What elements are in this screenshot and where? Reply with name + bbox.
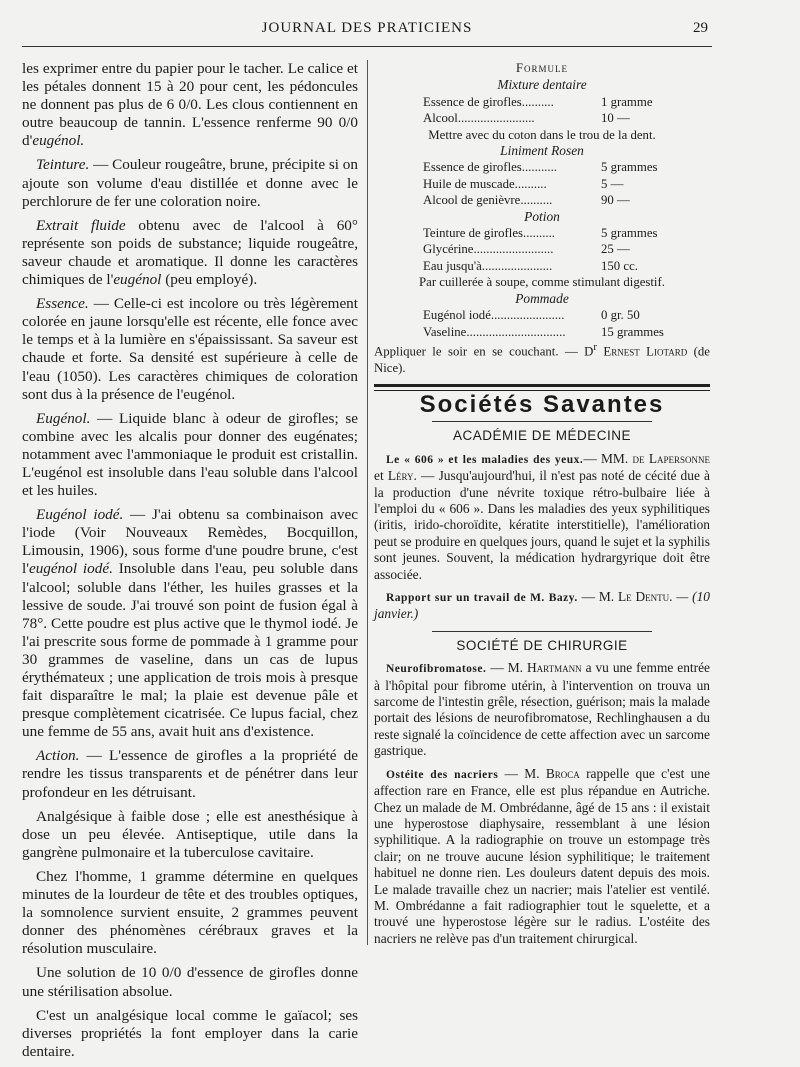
page-number: 29 <box>693 20 708 36</box>
paragraph-lead: Extrait fluide <box>36 216 126 234</box>
paragraph-lead: Le « 606 » et les maladies des yeux. <box>386 453 584 466</box>
author-name: Ernest Liotard <box>596 344 688 359</box>
formula-row <box>374 307 710 323</box>
ingredient-name: Glycérine......................... <box>423 242 554 257</box>
ingredient-name: Huile de muscade.......... <box>423 176 547 191</box>
paragraph-carie: C'est un analgésique local comme le gaïacol; ses diverses propriétés la font employer dans la carie dentaire. <box>22 1006 358 1060</box>
paragraph-eugenol-iode <box>22 506 358 741</box>
right-column <box>374 60 710 953</box>
journal-title: JOURNAL DES PRATICIENS <box>261 20 473 36</box>
paragraph-extrait <box>22 217 358 289</box>
column-divider <box>367 60 368 945</box>
formula-row <box>374 241 710 257</box>
formula-row <box>374 192 710 208</box>
paragraph-text: . — Jusqu'aujourd'hui, il n'est pas noté de cécité due à la production d'une névrite toxique rétro-bulbaire liée à l'emploi du « 606 ». Dans les maladies des yeux syphilitiques (iritis, irido-choroïdite, kératite interstitielle), l'amélioration peut se produire en quelques jours, quand le sujet et la syphilis sont jeunes. Souvent, la médication hydrargyrique doit être associée. <box>374 468 710 582</box>
paragraph-text: — MM. <box>583 450 633 466</box>
paragraph-text: les exprimer entre du papier pour le tacher. Le calice et les pétales donnent 15 à 20 pour cent, les pédoncules ne donnent pas plus de 6 0/0. Les clous contiennent en outre beaucoup de tannin. L'essence renferme 90 0/0 d' <box>22 60 358 150</box>
paragraph-text: — Liquide blanc à odeur de girofles; se combine avec les alcalis pour donner des eugénates; notamment avec l'ammoniaque le produit est cristallin. L'eugénol est insoluble dans l'eau soluble dans l'alcool et les huiles. <box>22 409 358 500</box>
formula-liniment-heading: Liniment Rosen <box>500 143 584 159</box>
chirurgie-paragraph-neurofibromatose <box>374 660 710 759</box>
paragraph-eugenol <box>22 410 358 500</box>
ingredient-amount: 10 — <box>601 111 630 126</box>
paragraph-analgesique: Analgésique à faible dose ; elle est anesthésique à dose un peu élevée. Antiseptique, utile dans la gangrène pulmonaire et la tuberculose cavitaire. <box>22 807 358 861</box>
paragraph-text: obtenu avec de l'alcool à 60° représente son poids de substance; liquide rougeâtre, saveur chaude et aromatique. Il donne les caractères chimiques de l' <box>22 216 358 289</box>
ingredient-name: Teinture de girofles.......... <box>423 226 556 241</box>
left-column <box>22 60 358 1067</box>
formula-row <box>374 258 710 274</box>
chirurgie-paragraph-osteite <box>374 766 710 947</box>
ingredient-amount: 1 gramme <box>601 94 653 109</box>
paragraph-text: rappelle que c'est une affection rare en France, elle est plus répandue en Autriche. Chez un malade de M. Ombrédanne, âgé de 15 ans : il existait une hyperostose diaphysaire, ressemblant à une lésion syphilitique. A la radiographie on trouve un estompage très clair; on ne trouve aucune lésion syphilitique; le traitement habituel ne donne rien. Les douleurs datent depuis des mois. Le malade travaille chez un nacrier; mais l'atelier est ventilé. M. Ombrédanne a fait radiographier tout le squelette, et a trouvé une hyperostose légère sur le radius. L'ostéite des nacriers ne relève pas d'un traitement chirurgical. <box>374 765 710 946</box>
formula-row <box>374 110 710 126</box>
paragraph-text: — M. <box>577 589 618 605</box>
paragraph-text: . <box>669 589 673 605</box>
formula-row <box>374 225 710 241</box>
ingredient-amount: 0 gr. 50 <box>601 308 640 323</box>
formula-row <box>374 94 710 110</box>
ingredient-name: Eau jusqu'à...................... <box>423 258 553 273</box>
societes-title: Sociétés Savantes <box>419 390 665 418</box>
formula-dentaire-heading: Mixture dentaire <box>497 77 587 93</box>
formula-note: Mettre avec du coton dans le trou de la dent. <box>428 127 656 142</box>
formula-pommade-heading: Pommade <box>515 290 569 306</box>
formula-row <box>374 159 710 175</box>
paragraph-text: — Celle-ci est incolore ou très légèrement colorée en jaune lorsqu'elle est récente, elle fonce avec le temps et à la lumière en s'épaississant. Sa saveur est chaude et forte. Sa densité est supérieure à celle de l'eau (1050). Les caractères chimiques de coloration sont dus à la présence de l'eugénol. <box>22 295 358 403</box>
author-name: Léry <box>387 468 414 484</box>
paragraph-lead: Essence. <box>36 295 89 313</box>
formula-note: Par cuillerée à soupe, comme stimulant digestif. <box>419 275 665 290</box>
ingredient-amount: 5 grammes <box>601 226 658 241</box>
page-header <box>22 20 712 47</box>
note-superscript: r <box>593 341 597 353</box>
paragraph-lead: Eugénol. <box>36 409 91 427</box>
italic-text: eugénol iodé. <box>28 560 113 578</box>
paragraph-text: — L'essence de girofles a la propriété de rendre les tissus transparents et de pénétrer dans leur profondeur en les détruisant. <box>22 747 358 801</box>
paragraph-text: — M. <box>486 660 527 676</box>
formula-note <box>374 340 710 376</box>
paragraph-action <box>22 747 358 801</box>
ingredient-name: Essence de girofles........... <box>423 160 557 175</box>
formula-potion-heading: Potion <box>524 208 560 224</box>
paragraph-lead: Action. <box>36 747 80 765</box>
paragraph-text: et <box>374 468 388 484</box>
author-name: Hartmann <box>526 660 582 676</box>
paragraph-text: (peu employé). <box>161 271 258 289</box>
formula-row <box>374 324 710 340</box>
section-divider <box>374 384 710 391</box>
ingredient-amount: 5 — <box>601 176 624 191</box>
paragraph-chez-homme: Chez l'homme, 1 gramme détermine en quelques minutes de la lourdeur de tête et des troubles optiques, la somnolence survient ensuite, 2 grammes peuvent donner des phénomènes cérébraux graves et la résolution musculaire. <box>22 867 358 958</box>
academie-paragraph-606 <box>374 451 710 583</box>
paragraph-lead: Neurofibromatose. <box>386 663 487 676</box>
ingredient-amount: 150 cc. <box>601 258 638 273</box>
formula-row <box>374 176 710 192</box>
paragraph-text: a vu une femme entrée à l'hôpital pour fibrome utérin, à l'intervention on trouva un sarcome de l'intestin grêle, résection, guérison; mais la malade portait des lésions de neurofibromatose, Rechlinghausen a du reste signalé la coïncidence de cette affection avec un sarcome gastrique. <box>374 660 710 759</box>
paragraph-lead: Teinture. <box>36 156 90 174</box>
date-text: — (10 janvier.) <box>374 589 710 622</box>
paragraph-lead: Ostéite des nacriers <box>386 768 499 781</box>
author-name: Broca <box>545 765 580 781</box>
ingredient-name: Essence de girofles.......... <box>423 94 554 109</box>
paragraph-essence <box>22 295 358 404</box>
ingredient-name: Alcool de genièvre.......... <box>423 193 553 208</box>
paragraph-text: — M. <box>498 765 546 781</box>
paragraph-text: Insoluble dans l'eau, peu soluble dans l'alcool; soluble dans l'éther, les huiles grasses et la lessive de soude. J'ai trouvé son point de fusion égal à 78°. Cette poudre est plus active que le thymol iodé. Je l'ai prescrite sous forme de pommade à 1 gramme pour 30 grammes de vaseline, dans un cas de lupus érythémateux ; une application de trois mois à presque fait disparaître le mal; la plaie est devenue pâle et presque complètement cicatrisée. Ce lupus facial, chez une femme de 55 ans, avait huit ans d'existence. <box>22 560 358 741</box>
paragraph-calice <box>22 60 358 150</box>
formula-title: Formule <box>516 61 568 75</box>
paragraph-teinture <box>22 156 358 210</box>
academie-heading: ACADÉMIE DE MÉDECINE <box>432 421 652 444</box>
ingredient-name: Vaseline............................... <box>423 324 566 339</box>
note-text: (de Nice). <box>374 344 710 375</box>
paragraph-text: — Couleur rougeâtre, brune, précipite si on ajoute son volume d'eau distillée et donne avec le perchlorure de fer une coloration noire. <box>22 156 358 210</box>
ingredient-amount: 15 grammes <box>601 324 664 339</box>
author-name: de Lapersonne <box>632 450 711 466</box>
ingredient-amount: 5 grammes <box>601 160 658 175</box>
ingredient-amount: 90 — <box>601 193 630 208</box>
italic-text: eugénol <box>113 271 162 289</box>
paragraph-lead: Eugénol iodé. <box>36 506 124 524</box>
chirurgie-heading: SOCIÉTÉ DE CHIRURGIE <box>432 631 652 654</box>
academie-paragraph-bazy <box>374 589 710 623</box>
author-name: Le Dentu <box>617 589 670 605</box>
note-text: Appliquer le soir en se couchant. — D <box>374 344 594 359</box>
paragraph-lead: Rapport sur un travail de M. Bazy. <box>386 592 578 605</box>
ingredient-name: Alcool........................ <box>423 111 535 126</box>
paragraph-solution: Une solution de 10 0/0 d'essence de girofles donne une stérilisation absolue. <box>22 964 358 1000</box>
ingredient-name: Eugénol iodé....................... <box>423 308 565 323</box>
ingredient-amount: 25 — <box>601 242 630 257</box>
italic-text: eugénol. <box>32 132 85 150</box>
paragraph-text: — J'ai obtenu sa combinaison avec l'iode (Voir Nouveaux Remèdes, Bocquillon, Limousin, 1906), sous forme d'une poudre brune, c'est l' <box>22 506 358 578</box>
